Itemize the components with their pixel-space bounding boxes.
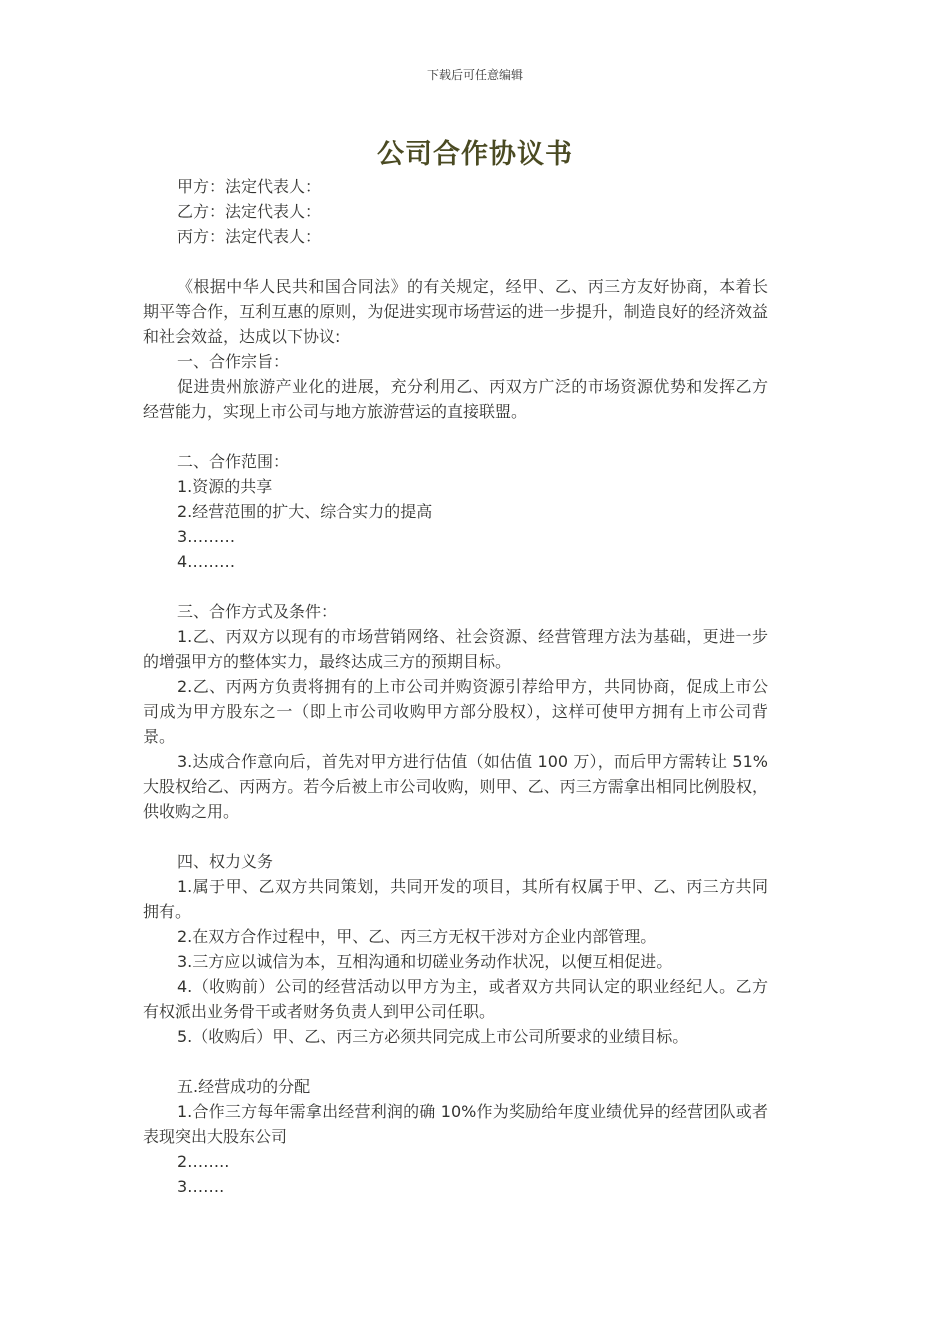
section1-text: 促进贵州旅游产业化的进展，充分利用乙、丙双方广泛的市场资源优势和发挥乙方经营能力，实现上市公司与地方旅游营运的直接联盟。 (143, 377, 768, 421)
spacer (143, 1049, 768, 1074)
section5-item: 2…….. (177, 1152, 230, 1171)
section5-item: 3……. (177, 1177, 225, 1196)
section4-item: 5.（收购后）甲、乙、丙三方必须共同完成上市公司所要求的业绩目标。 (177, 1027, 689, 1046)
section4-item: 2.在双方合作过程中，甲、乙、丙三方无权干涉对方企业内部管理。 (177, 927, 657, 946)
spacer (143, 424, 768, 449)
party-c-line: 丙方：法定代表人： (177, 227, 322, 246)
header-note: 下载后可任意编辑 (426, 68, 523, 82)
section3-item: 2.乙、丙两方负责将拥有的上市公司并购资源引荐给甲方，共同协商，促成上市公司成为甲方股东之一（即上市公司收购甲方部分股权），这样可使甲方拥有上市公司背景。 (143, 677, 768, 746)
document-title: 公司合作协议书 (377, 139, 573, 170)
section4-item: 1.属于甲、乙双方共同策划，共同开发的项目，其所有权属于甲、乙、丙三方共同拥有。 (143, 877, 768, 921)
intro-paragraph: 《根据中华人民共和国合同法》的有关规定，经甲、乙、丙三方友好协商，本着长期平等合作，互利互惠的原则，为促进实现市场营运的进一步提升，制造良好的经济效益和社会效益，达成以下协议: (143, 277, 768, 346)
spacer (143, 574, 768, 599)
section4-item: 4.（收购前）公司的经营活动以甲方为主，或者双方共同认定的职业经纪人。乙方有权派出业务骨干或者财务负责人到甲公司任职。 (143, 977, 768, 1021)
section4-heading: 四、权力义务 (177, 852, 274, 871)
section3-heading: 三、合作方式及条件： (177, 602, 338, 621)
section4-item: 3.三方应以诚信为本，互相沟通和切磋业务动作状况，以便互相促进。 (177, 952, 673, 971)
section5-heading: 五.经营成功的分配 (177, 1077, 311, 1096)
party-b-line: 乙方：法定代表人： (177, 202, 322, 221)
document-body (143, 174, 768, 1199)
section2-item: 2.经营范围的扩大、综合实力的提高 (177, 502, 433, 521)
section2-heading: 二、合作范围： (177, 452, 290, 471)
section1-heading: 一、合作宗旨： (177, 352, 290, 371)
section3-item: 1.乙、丙双方以现有的市场营销网络、社会资源、经营管理方法为基础，更进一步的增强甲方的整体实力，最终达成三方的预期目标。 (143, 627, 768, 671)
section3-item: 3.达成合作意向后，首先对甲方进行估值（如估值 100 万），而后甲方需转让 51%大股权给乙、丙两方。若今后被上市公司收购，则甲、乙、丙三方需拿出相同比例股权，供收购之用。 (143, 752, 768, 821)
section2-item: 3……… (177, 527, 236, 546)
spacer (143, 824, 768, 849)
spacer (143, 249, 768, 274)
section2-item: 1.资源的共享 (177, 477, 273, 496)
section2-item: 4……… (177, 552, 236, 571)
party-a-line: 甲方：法定代表人： (177, 177, 322, 196)
section5-item: 1.合作三方每年需拿出经营利润的确 10%作为奖励给年度业绩优异的经营团队或者表现突出大股东公司 (143, 1102, 768, 1146)
